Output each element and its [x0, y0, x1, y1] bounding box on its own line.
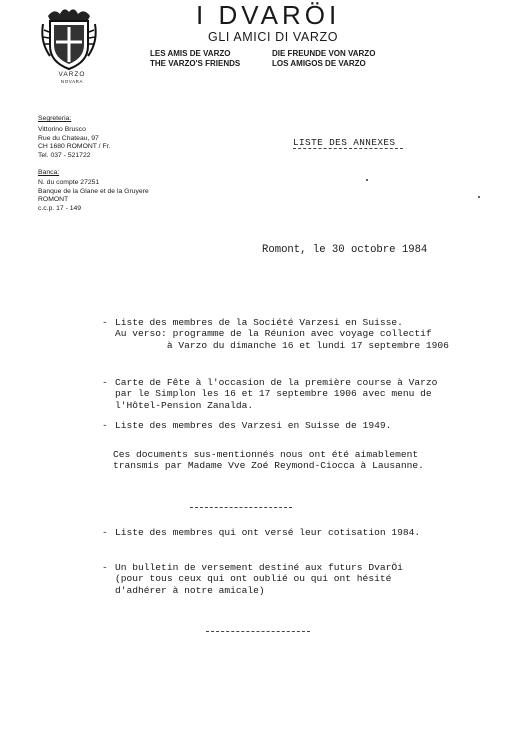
bank-line: ROMONT [38, 196, 69, 204]
crest-place-label: VARZO [58, 71, 86, 78]
secretariat-line: Vittorino Brusco [38, 126, 86, 133]
letterhead-german: DIE FREUNDE VON VARZO [272, 49, 376, 58]
list-item-members-1906: Liste des membres de la Société Varzesi en Suisse. Au verso: programme de la Réunion avec voyage collectif à Varzo du dimanche 16 et lundi 17 septembre 1906 [115, 317, 449, 351]
provenance-note: Ces documents sus-mentionnés nous ont été aimablement transmis par Madame Vve Zoé Reymond-Ciocca à Lausanne. [113, 449, 424, 472]
bank-heading: Banca: [38, 169, 60, 176]
list-item-festival-card: Carte de Fête à l'occasion de la première course à Varzo par le Simplon les 16 et 17 septembre 1906 avec menu de l'Hôtel-Pension Zanalda. [115, 377, 438, 411]
letterhead-spanish: LOS AMIGOS DE VARZO [272, 59, 366, 68]
letterhead-subtitle: GLI AMICI DI VARZO [208, 30, 339, 44]
secretariat-line: CH 1680 ROMONT / Fr. [38, 143, 111, 151]
secretariat-line: Rue du Chateau, 97 [38, 134, 99, 142]
bank-details [38, 179, 149, 213]
list-bullet: - [102, 562, 108, 573]
bank-line: Banque de la Glane et de la Gruyere [38, 187, 149, 195]
dashed-separator [190, 507, 292, 508]
dashed-separator [206, 631, 310, 632]
list-bullet: - [102, 527, 108, 538]
letterhead-english: THE VARZO'S FRIENDS [150, 59, 241, 68]
scan-speck [478, 196, 480, 198]
secretariat-heading: Segreteria: [38, 115, 72, 122]
secretariat-line: Tel. 037 - 521722 [38, 151, 91, 159]
list-item-members-1949: Liste des membres des Varzesi en Suisse de 1949. [115, 420, 392, 431]
list-bullet: - [102, 377, 108, 388]
letter-date: Romont, le 30 octobre 1984 [262, 244, 428, 256]
title-underline [293, 148, 403, 149]
list-bullet: - [102, 420, 108, 431]
bank-line: c.c.p. 17 - 149 [38, 204, 82, 212]
coat-of-arms-icon [40, 6, 98, 72]
list-bullet: - [102, 317, 108, 328]
list-item-payment-slip: Un bulletin de versement destiné aux futurs DvarÖi (pour tous ceux qui ont oublié ou qui ont hésité d'adhérer à notre amicale) [115, 562, 403, 596]
bank-line: N. du compte 27251 [38, 179, 100, 186]
letterhead-title: I DVARÖI [196, 0, 341, 30]
annex-list-title: LISTE DES ANNEXES [293, 137, 396, 148]
list-item-members-1984: Liste des membres qui ont versé leur cotisation 1984. [115, 527, 421, 538]
secretariat-address [38, 126, 110, 160]
scan-speck [366, 179, 368, 181]
crest-region-label: NOVARA [60, 79, 84, 84]
letterhead-french: LES AMIS DE VARZO [150, 49, 231, 58]
